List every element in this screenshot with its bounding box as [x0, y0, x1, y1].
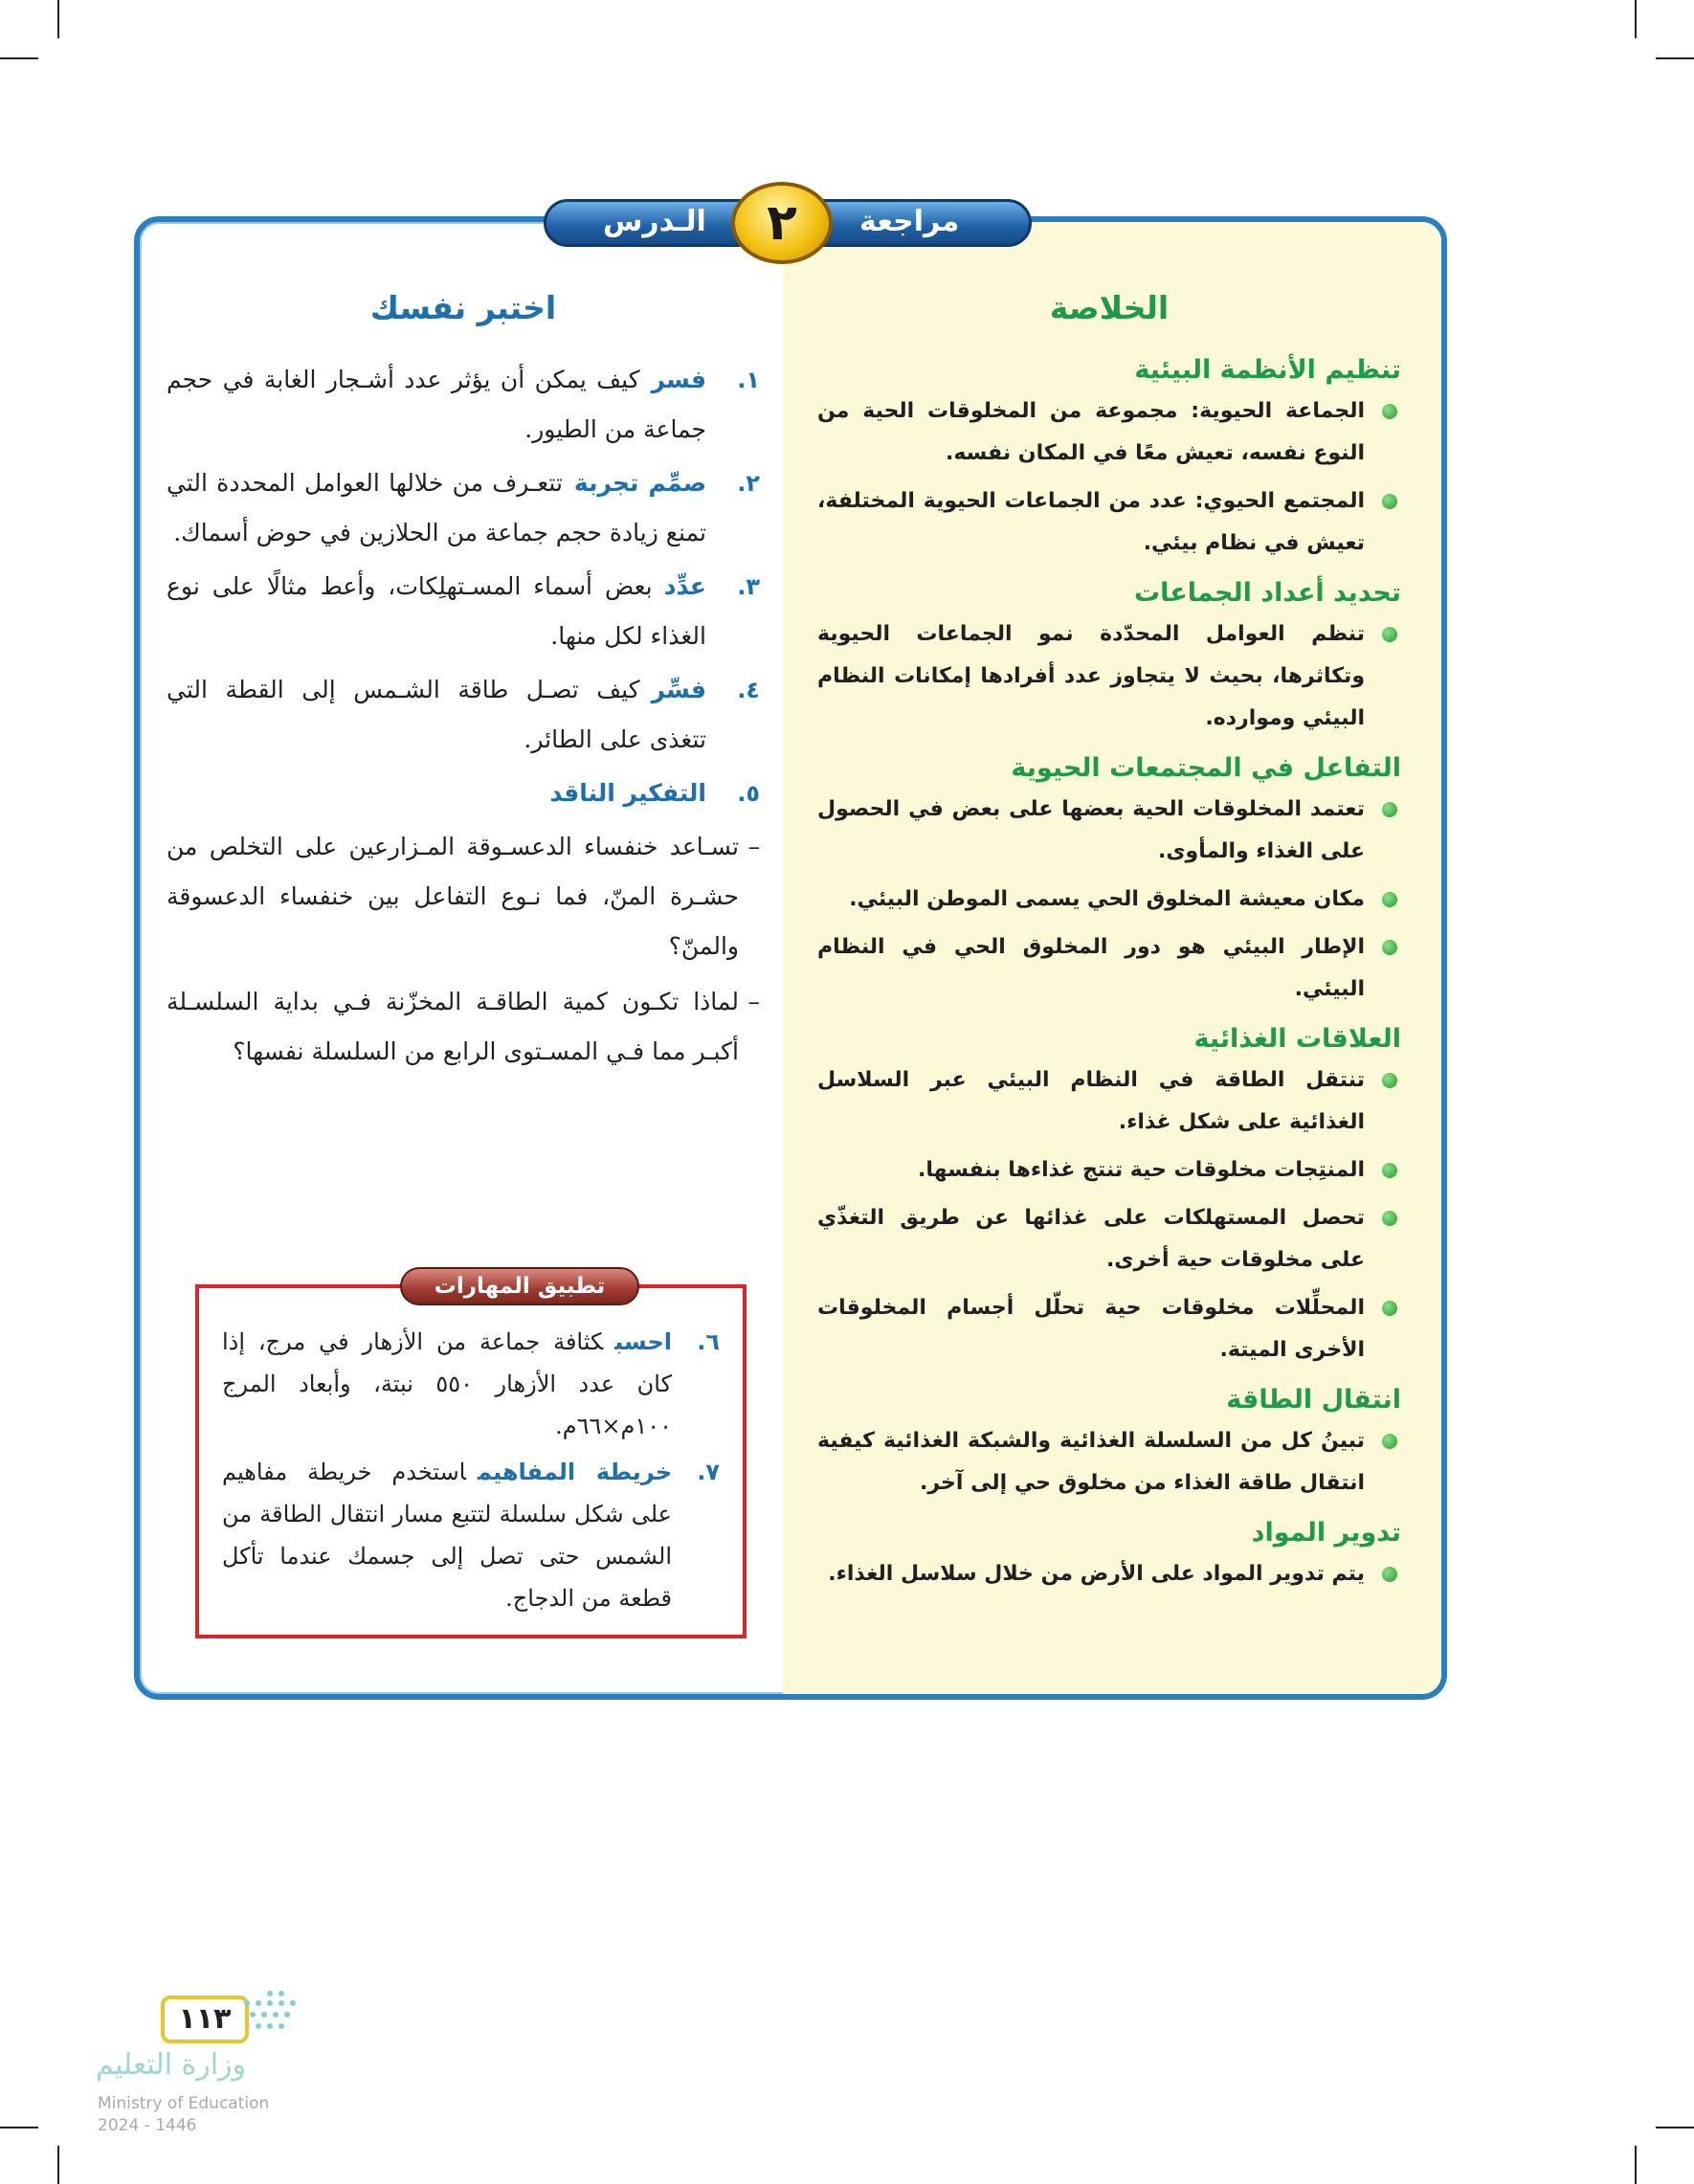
- bullet-icon: [1382, 404, 1397, 419]
- section-heading: انتقال الطاقة: [1226, 1385, 1401, 1415]
- ministry-year: 2024 - 1446: [98, 2116, 197, 2135]
- selftest-panel: [140, 222, 794, 1694]
- bullet-icon: [1382, 1567, 1397, 1582]
- section-heading: تدوير المواد: [1251, 1518, 1401, 1548]
- summary-title: الخلاصة: [1049, 289, 1170, 326]
- critical-thinking-item: – تسـاعد خنفساء الدعسـوقة المـزارعين على التخلص من حشـرة المنّ، فما نـوع التفاعل بين خنفساء الدعسوقة والمنّ؟: [167, 833, 760, 960]
- ministry-name-arabic: وزارة التعليم: [96, 2048, 247, 2082]
- bullet-icon: [1382, 1434, 1397, 1449]
- summary-bullet: مكان معيشة المخلوق الحي يسمى الموطن البيئي.: [817, 879, 1401, 921]
- bullet-icon: [1382, 940, 1397, 955]
- question-item: ٥. التفكير الناقد: [549, 779, 760, 807]
- lesson-review-box: [134, 216, 1447, 1700]
- bullet-icon: [1382, 892, 1397, 907]
- critical-thinking-item: – لماذا تكـون كمية الطاقـة المخزّنة فـي بداية السلسـلة أكبـر مما فـي المسـتوى الرابع من السلسلة نفسها؟: [167, 988, 760, 1065]
- section-heading: التفاعل في المجتمعات الحيوية: [1011, 753, 1401, 783]
- question-item: ٤. فسِّركيف تصـل طاقة الشـمس إلى القطة التي تتغذى على الطائر.: [167, 676, 760, 753]
- bullet-icon: [1382, 627, 1397, 642]
- lesson-number-badge: ٢: [731, 182, 833, 264]
- crop-mark: [1635, 0, 1637, 38]
- crop-mark: [1656, 2127, 1694, 2128]
- crop-mark: [1656, 57, 1694, 59]
- bullet-icon: [1382, 1073, 1397, 1088]
- summary-bullet: الإطار البيئي هو دور المخلوق الحي في النظام البيئي.: [817, 926, 1401, 1011]
- question-item: ١. فسركيف يمكن أن يؤثر عدد أشـجار الغابة في حجم جماعة من الطيور.: [167, 366, 760, 443]
- question-item: ٧. خريطة المفاهيماستخدم خريطة مفاهيم على شكل سلسلة لتتبع مسار انتقال الطاقة من الشمس حتى تصل إلى جسمك عندما تأكل قطعة من الدجاج.: [222, 1459, 720, 1612]
- bullet-icon: [1382, 1301, 1397, 1316]
- question-item: ٢. صمِّم تجربةتتعـرف من خلالها العوامل المحددة التي تمنع زيادة حجم جماعة من الحلازين في حوض أسماك.: [167, 469, 760, 546]
- crop-mark: [57, 2146, 59, 2184]
- page-number: ١١٣: [161, 1995, 249, 2043]
- lesson-review-banner: [544, 182, 1032, 264]
- section-heading: تنظيم الأنظمة البيئية: [1134, 355, 1401, 385]
- summary-bullet: تحصل المستهلكات على غذائها عن طريق التغذّي على مخلوقات حية أخرى.: [817, 1197, 1401, 1281]
- bullet-icon: [1382, 1163, 1397, 1178]
- crop-mark: [57, 0, 59, 38]
- banner-review-word: مراجعة: [859, 205, 960, 238]
- crop-mark: [0, 57, 38, 59]
- skills-badge: تطبيق المهارات: [400, 1267, 639, 1305]
- summary-bullet: تبينُ كل من السلسلة الغذائية والشبكة الغذائية كيفية انتقال طاقة الغذاء من مخلوق حي إلى آخر.: [817, 1420, 1401, 1504]
- summary-bullet: تنظم العوامل المحدّدة نمو الجماعات الحيوية وتكاثرها، بحيث لا يتجاوز عدد أفرادها إمكانات النظام البيئي وموارده.: [817, 613, 1401, 740]
- bullet-icon: [1382, 802, 1397, 817]
- summary-panel: [783, 222, 1441, 1694]
- summary-bullet: المحلِّلات مخلوقات حية تحلّل أجسام المخلوقات الأخرى الميتة.: [817, 1287, 1401, 1371]
- crop-mark: [0, 2127, 38, 2128]
- ministry-name-english: Ministry of Education: [98, 2094, 270, 2113]
- banner-lesson-word: الـدرس: [603, 205, 706, 238]
- section-heading: العلاقات الغذائية: [1193, 1024, 1401, 1054]
- ministry-logo-dots: [244, 1991, 321, 2048]
- question-item: ٣. عدِّدبعض أسماء المسـتهلِكات، وأعط مثالًا على نوع الغذاء لكل منها.: [167, 572, 760, 650]
- summary-bullet: تنتقل الطاقة في النظام البيئي عبر السلاسل الغذائية على شكل غذاء.: [817, 1059, 1401, 1144]
- bullet-icon: [1382, 494, 1397, 509]
- selftest-title: اختبر نفسك: [369, 289, 557, 326]
- summary-bullet: الجماعة الحيوية: مجموعة من المخلوقات الحية من النوع نفسه، تعيش معًا في المكان نفسه.: [817, 390, 1401, 475]
- summary-bullet: المجتمع الحيوي: عدد من الجماعات الحيوية المختلفة، تعيش في نظام بيئي.: [817, 480, 1401, 565]
- section-heading: تحديد أعداد الجماعات: [1134, 578, 1401, 608]
- skills-box: [195, 1274, 747, 1638]
- summary-bullet: المنتِجات مخلوقات حية تنتج غذاءها بنفسها.: [817, 1149, 1401, 1192]
- question-item: ٦. احسبكثافة جماعة من الأزهار في مرج، إذا كان عدد الأزهار ٥٥٠ نبتة، وأبعاد المرج ١٠٠م×٦٦م.: [222, 1328, 720, 1439]
- summary-bullet: يتم تدوير المواد على الأرض من خلال سلاسل الغذاء.: [817, 1553, 1401, 1595]
- crop-mark: [1635, 2146, 1637, 2184]
- bullet-icon: [1382, 1211, 1397, 1226]
- summary-bullet: تعتمد المخلوقات الحية بعضها على بعض في الحصول على الغذاء والمأوى.: [817, 789, 1401, 873]
